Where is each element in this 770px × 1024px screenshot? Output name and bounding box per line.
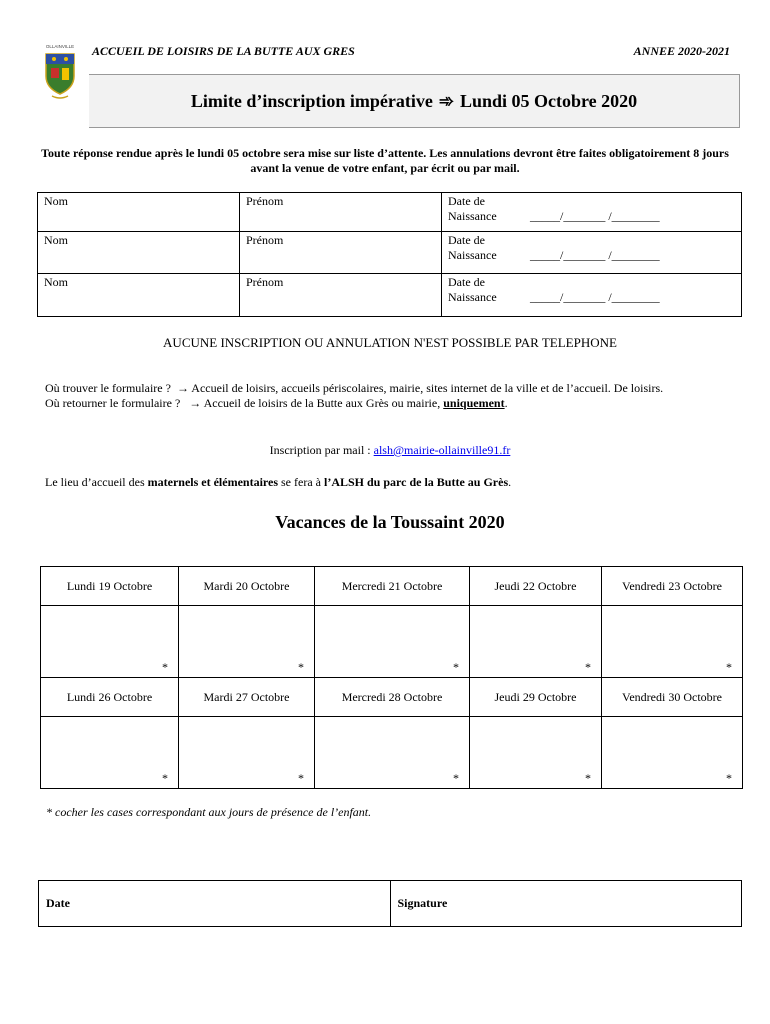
lieu-text: se fera à [281,475,321,489]
day-header: Vendredi 30 Octobre [602,678,743,717]
child-nom-cell[interactable] [38,232,240,274]
week2-checkbox-row [41,717,743,789]
day-header: Mardi 20 Octobre [179,567,315,606]
dob-label: Date de Naissance [448,275,497,304]
day-checkbox[interactable]: * [602,717,743,789]
deadline-banner [89,74,740,128]
day-checkbox[interactable]: * [41,717,179,789]
child-row [38,193,742,232]
signature-table [38,880,742,927]
waitlist-warning: Toute réponse rendue après le lundi 05 octobre sera mise sur liste d’attente. Les annulations devront être faites obligatoirement 8 jours avant la venue de votre enfant, par écrit ou par mail. [41,146,729,175]
header-year: ANNEE 2020-2021 [633,44,730,58]
day-header: Mercredi 28 Octobre [315,678,470,717]
day-checkbox[interactable]: * [470,606,602,678]
form-info [45,381,745,411]
dob-blank: _____/_______ /________ [530,209,660,223]
day-header: Vendredi 23 Octobre [602,567,743,606]
child-prenom-cell[interactable] [240,232,442,274]
dob-blank: _____/_______ /________ [530,248,660,262]
uniquement-emphasis: uniquement [443,396,505,410]
nom-label: Nom [44,233,68,247]
nom-label: Nom [44,275,68,289]
day-checkbox[interactable]: * [602,606,743,678]
child-prenom-cell[interactable] [240,274,442,317]
child-row [38,274,742,317]
day-checkbox[interactable]: * [470,717,602,789]
arrow-icon: → [176,381,189,395]
dob-blank: _____/_______ /________ [530,290,660,304]
city-logo [42,42,78,100]
prenom-label: Prénom [246,194,284,208]
child-nom-cell[interactable] [38,274,240,317]
child-row [38,232,742,274]
week1-header-row [41,567,743,606]
deadline-date: Lundi 05 Octobre 2020 [459,90,638,111]
nom-label: Nom [44,194,68,208]
week2-header-row [41,678,743,717]
day-checkbox[interactable]: * [41,606,179,678]
svg-text:OLLAINVILLE: OLLAINVILLE [45,44,75,49]
prenom-label: Prénom [246,275,284,289]
day-checkbox[interactable]: * [179,606,315,678]
day-header: Mardi 27 Octobre [179,678,315,717]
child-dob-cell[interactable] [442,193,742,232]
no-phone-notice: AUCUNE INSCRIPTION OU ANNULATION N'EST POSSIBLE PAR TELEPHONE [163,335,617,350]
signature-field[interactable]: Signature [390,881,742,927]
child-prenom-cell[interactable] [240,193,442,232]
arrow-icon: ➾ [438,90,454,111]
where-find-answer: Accueil de loisirs, accueils périscolaires, mairie, sites internet de la ville et de l’accueil. De loisirs. [191,381,664,395]
child-dob-cell[interactable] [442,274,742,317]
mail-link[interactable]: alsh@mairie-ollainville91.fr [373,443,511,457]
mail-line [40,443,740,458]
where-find-question: Où trouver le formulaire ? [45,381,171,395]
vacation-title: Vacances de la Toussaint 2020 [275,512,505,532]
day-checkbox[interactable]: * [315,606,470,678]
day-header: Jeudi 22 Octobre [470,567,602,606]
where-return-line: Où retourner le formulaire ? → Accueil de loisirs de la Butte aux Grès ou mairie, uniquement. [45,396,508,410]
lieu-bold-ages: maternels et élémentaires [147,475,279,489]
arrow-icon: → [189,396,202,410]
day-header: Lundi 26 Octobre [41,678,179,717]
where-return-answer: Accueil de loisirs de la Butte aux Grès ou mairie, [203,396,441,410]
where-find-line [45,381,745,396]
child-nom-cell[interactable] [38,193,240,232]
location-line: Le lieu d’accueil des maternels et élémentaires se fera à l’ALSH du parc de la Butte au Grès. [45,475,512,489]
day-header: Mercredi 21 Octobre [315,567,470,606]
dob-label: Date de Naissance [448,233,497,262]
mail-label: Inscription par mail : [269,443,371,457]
header-title: ACCUEIL DE LOISIRS DE LA BUTTE AUX GRES [92,44,355,58]
prenom-label: Prénom [246,233,284,247]
day-header: Lundi 19 Octobre [41,567,179,606]
deadline-text: Limite d’inscription impérative [190,90,433,111]
days-table [40,566,743,789]
child-dob-cell[interactable] [442,232,742,274]
where-return-question: Où retourner le formulaire ? [45,396,181,410]
lieu-bold-place: l’ALSH du parc de la Butte au Grès [323,475,509,489]
day-checkbox[interactable]: * [179,717,315,789]
day-header: Jeudi 29 Octobre [470,678,602,717]
date-field[interactable]: Date [39,881,391,927]
lieu-text: Le lieu d’accueil des [45,475,145,489]
week1-checkbox-row [41,606,743,678]
footnote: * cocher les cases correspondant aux jours de présence de l’enfant. [46,805,372,819]
day-checkbox[interactable]: * [315,717,470,789]
children-table [37,192,742,317]
dob-label: Date de Naissance [448,194,497,223]
